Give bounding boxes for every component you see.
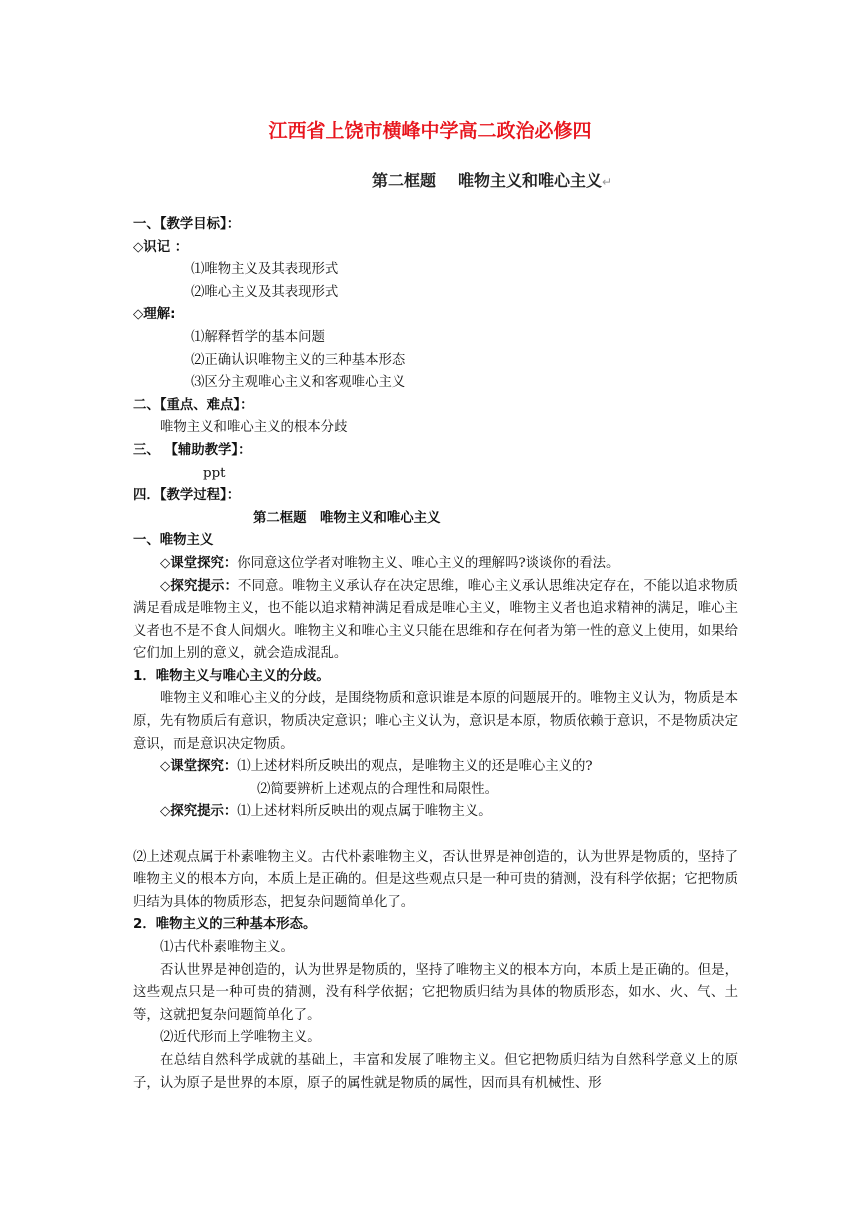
inquiry-2-line2: ⑵简要辨析上述观点的合理性和局限性。 — [257, 781, 499, 797]
hint-label: ◇探究提示： — [160, 804, 238, 820]
inquiry-label: ◇课堂探究： — [160, 759, 238, 775]
aids-text: ppt — [203, 465, 226, 481]
keypoints-text: 唯物主义和唯心主义的根本分歧 — [160, 420, 348, 436]
hint-text: ⑴上述材料所反映出的观点属于唯物主义。 — [237, 804, 492, 820]
s1-text: 唯物主义和唯心主义的分歧，是围绕物质和意识谁是本原的问题展开的。唯物主义认为，物质是本原，先有物质后有意识，物质决定意识；唯心主义认为，意识是本原，物质依赖于意识，不是物质决定意识，而是意识决定物质。 — [133, 691, 738, 752]
aids-heading: 三、 【辅助教学】： — [133, 442, 252, 458]
hint-1 — [133, 576, 738, 666]
paragraph-mark: ↵ — [602, 175, 613, 189]
process-heading: 四．【教学过程】： — [133, 488, 241, 504]
subtitle-topic: 唯物主义和唯心主义 — [458, 171, 603, 190]
memorize-item: ⑴唯物主义及其表现形式 — [191, 262, 339, 278]
understand-item: ⑵正确认识唯物主义的三种基本形态 — [191, 352, 406, 368]
inquiry-label: ◇课堂探究： — [160, 555, 238, 571]
hint-2-continued: ⑵上述观点属于朴素唯物主义。古代朴素唯物主义，否认世界是神创造的，认为世界是物质的，坚持了唯物主义的根本方向，本质上是正确的。但是这些观点只是一种可贵的猜测，没有科学依据；它把物质归结为具体的物质形态，把复杂问题简单化了。 — [133, 849, 738, 910]
section-title: 第二框题 唯物主义和唯心主义 — [253, 510, 441, 526]
inquiry-text: ⑴上述材料所反映出的观点，是唯物主义的还是唯心主义的? — [237, 759, 593, 775]
understand-item: ⑴解释哲学的基本问题 — [191, 329, 325, 345]
subtitle-section: 第二框题 — [372, 171, 437, 190]
form-1-text: 否认世界是神创造的，认为世界是物质的，坚持了唯物主义的根本方向，本质上是正确的。但是，这些观点只是一种可贵的猜测，没有科学依据；它把物质归结为具体的物质形态，如水、火、气、土等，这就把复杂问题简单化了。 — [133, 962, 738, 1023]
hint-label: ◇探究提示： — [160, 578, 239, 594]
document-subtitle — [372, 168, 612, 191]
part1-heading: 一、唯物主义 — [133, 533, 214, 549]
s2-heading: 2．唯物主义的三种基本形态。 — [133, 917, 317, 933]
document-body — [133, 214, 738, 1095]
keypoints-heading: 二、【重点、难点】： — [133, 397, 254, 413]
form-2-title: ⑵近代形而上学唯物主义。 — [160, 1030, 321, 1046]
inquiry-2 — [133, 756, 738, 779]
memorize-label: ◇识记 ： — [133, 239, 189, 255]
memorize-item: ⑵唯心主义及其表现形式 — [191, 284, 339, 300]
inquiry-1 — [133, 553, 738, 576]
s1-heading: 1．唯物主义与唯心主义的分歧。 — [133, 668, 330, 684]
hint-2 — [133, 801, 738, 824]
understand-item: ⑶区分主观唯心主义和客观唯心主义 — [191, 375, 406, 391]
hint-text: 不同意。唯物主义承认存在决定思维，唯心主义承认思维决定存在，不能以追求物质满足看成是唯物主义，也不能以追求精神满足看成是唯心主义，唯物主义者也追求精神的满足，唯心主义者也不是不食人间烟火。唯物主义和唯心主义只能在思维和存在何者为第一性的意义上使用，如果给它们加上别的意义，就会造成混乱。 — [133, 578, 738, 662]
document-title: 江西省上饶市横峰中学高二政治必修四 — [268, 120, 592, 142]
understand-label: ◇理解: — [133, 307, 176, 323]
form-2-text: 在总结自然科学成就的基础上，丰富和发展了唯物主义。但它把物质归结为自然科学意义上的原子，认为原子是世界的本原，原子的属性就是物质的属性，因而具有机械性、形 — [133, 1052, 738, 1091]
objectives-heading: 一、【教学目标】： — [133, 217, 241, 232]
inquiry-text: 你同意这位学者对唯物主义、唯心主义的理解吗?谈谈你的看法。 — [237, 555, 620, 571]
blank-line — [133, 824, 738, 847]
form-1-title: ⑴古代朴素唯物主义。 — [160, 940, 294, 955]
